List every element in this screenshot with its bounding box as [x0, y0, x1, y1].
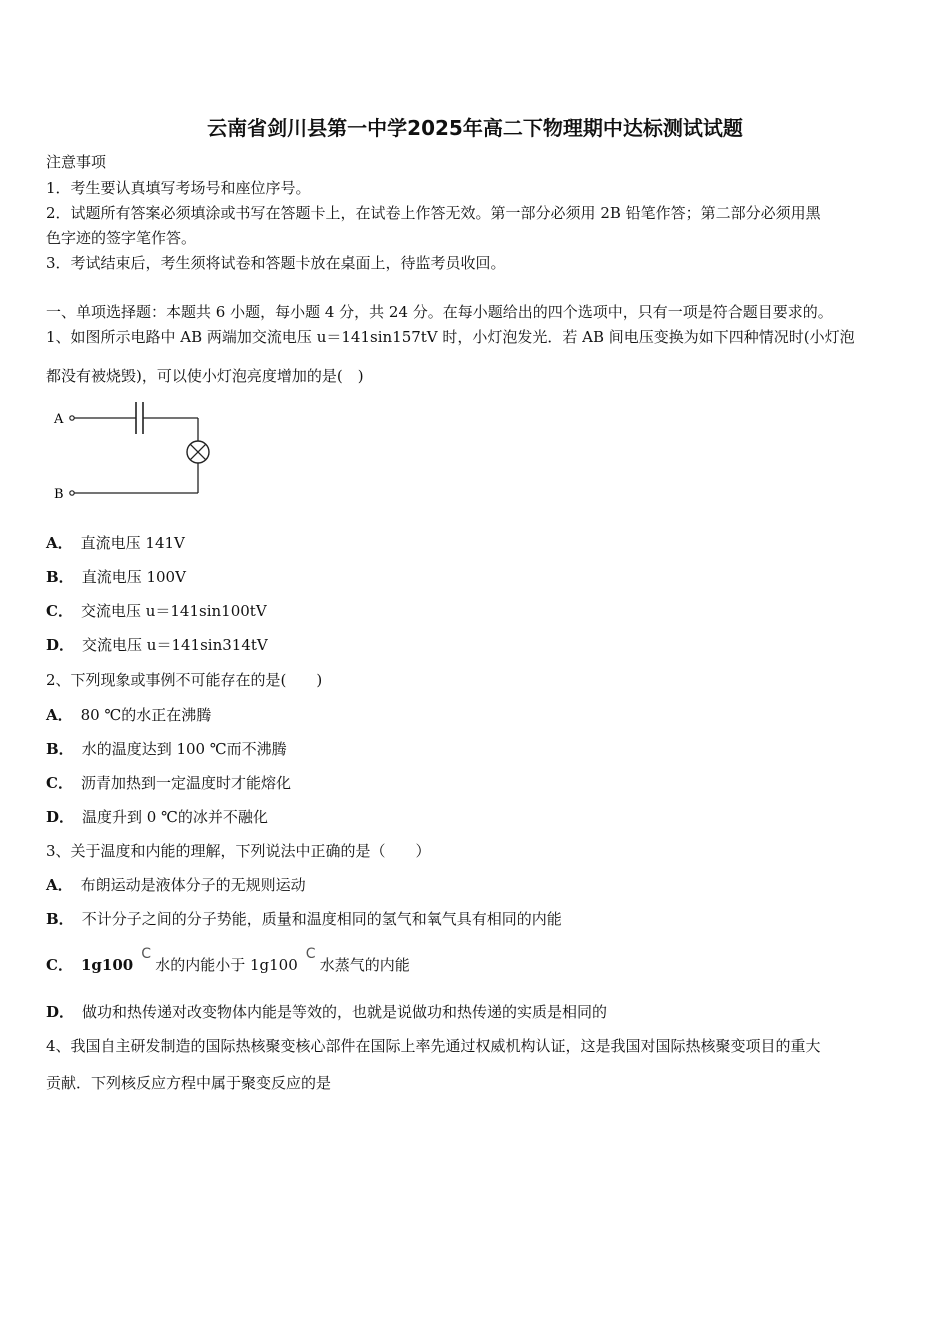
option-letter: A． — [46, 534, 73, 552]
option-text: 布朗运动是液体分子的无规则运动 — [80, 876, 306, 894]
celsius-unit — [298, 946, 320, 976]
option-letter: B． — [46, 568, 74, 586]
celsius-symbol: C — [305, 946, 316, 962]
q1-option-b — [46, 567, 186, 587]
option-letter: B． — [46, 740, 74, 758]
terminal-a-label: A — [54, 412, 64, 427]
option-text: 不计分子之间的分子势能，质量和温度相同的氢气和氧气具有相同的内能 — [81, 910, 562, 928]
q3-option-c — [46, 946, 410, 976]
option-text: 水的温度达到 100 ℃而不沸腾 — [81, 740, 287, 758]
option-letter: D． — [46, 1003, 75, 1021]
option-text: 80 ℃的水正在沸腾 — [80, 706, 212, 724]
q2-option-a — [46, 705, 211, 725]
q1-option-d — [46, 635, 268, 655]
notice-item-2-cont: 色字迹的签字笔作答。 — [46, 229, 197, 247]
q3-option-a — [46, 875, 306, 895]
option-text: 直流电压 141V — [80, 534, 185, 552]
option-letter: B． — [46, 910, 74, 928]
option-letter: C． — [46, 956, 73, 974]
q3-option-d — [46, 1002, 607, 1022]
option-text-part1: 1g100 — [80, 956, 134, 974]
q2-option-b — [46, 739, 287, 759]
q3-option-b — [46, 909, 562, 929]
option-letter: D． — [46, 808, 75, 826]
option-letter: C． — [46, 602, 73, 620]
celsius-symbol: C — [141, 946, 151, 962]
circuit-diagram — [50, 398, 230, 508]
terminal-b — [70, 491, 74, 495]
exam-title: 云南省剑川县第一中学2025年高二下物理期中达标测试试题 — [207, 116, 743, 140]
notice-heading: 注意事项 — [46, 153, 107, 171]
q1-option-a — [46, 533, 185, 553]
q4-stem-line1: 4、我国自主研发制造的国际热核聚变核心部件在国际上率先通过权威机构认证，这是我国对国际热核聚变项目的重大 — [46, 1037, 821, 1055]
option-letter: A． — [46, 706, 73, 724]
q4-stem-line2: 贡献．下列核反应方程中属于聚变反应的是 — [46, 1074, 332, 1092]
q1-stem-line2: 都没有被烧毁)，可以使小灯泡亮度增加的是( ) — [46, 367, 364, 385]
q3-stem: 3、关于温度和内能的理解，下列说法中正确的是（ ） — [46, 842, 431, 860]
notice-item-1: 1．考生要认真填写考场号和座位序号。 — [46, 179, 311, 197]
q1-option-c — [46, 601, 267, 621]
celsius-unit — [133, 946, 155, 976]
option-text-part3: 水蒸气的内能 — [319, 956, 410, 974]
q1-stem-line1: 1、如图所示电路中 AB 两端加交流电压 u＝141sin157tV 时，小灯泡发光．若 AB 间电压变换为如下四种情况时(小灯泡 — [46, 328, 855, 346]
q2-option-d — [46, 807, 268, 827]
option-letter: C． — [46, 774, 73, 792]
terminal-a — [70, 416, 74, 420]
option-text: 做功和热传递对改变物体内能是等效的，也就是说做功和热传递的实质是相同的 — [82, 1003, 608, 1021]
option-letter: D． — [46, 636, 75, 654]
option-text: 直流电压 100V — [81, 568, 186, 586]
option-text-part2: 水的内能小于 1g100 — [155, 956, 298, 974]
option-letter: A． — [46, 876, 73, 894]
q2-stem: 2、下列现象或事例不可能存在的是( ) — [46, 671, 323, 689]
notice-item-3: 3．考试结束后，考生须将试卷和答题卡放在桌面上，待监考员收回。 — [46, 254, 506, 272]
option-text: 沥青加热到一定温度时才能熔化 — [80, 774, 291, 792]
terminal-b-label: B — [54, 487, 64, 502]
notice-item-2: 2．试题所有答案必须填涂或书写在答题卡上，在试卷上作答无效。第一部分必须用 2B 铅笔作答；第二部分必须用黑 — [46, 204, 821, 222]
q2-option-c — [46, 773, 291, 793]
option-text: 交流电压 u＝141sin314tV — [82, 636, 268, 654]
section-heading: 一、单项选择题：本题共 6 小题，每小题 4 分，共 24 分。在每小题给出的四个选项中，只有一项是符合题目要求的。 — [46, 303, 833, 321]
option-text: 温度升到 0 ℃的冰并不融化 — [82, 808, 268, 826]
option-text: 交流电压 u＝141sin100tV — [80, 602, 267, 620]
